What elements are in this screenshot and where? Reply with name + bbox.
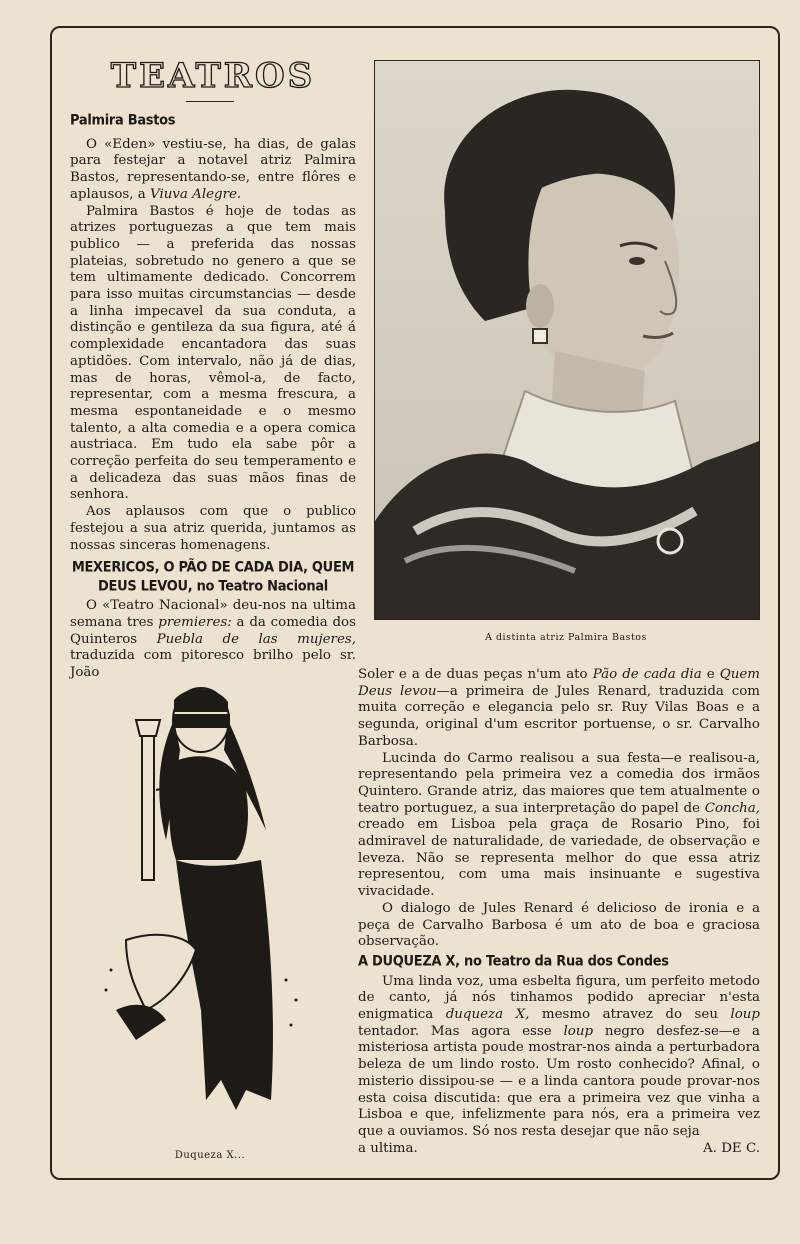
paragraph: O «Eden» vestiu-se, ha dias, de galas para festejar a notavel atriz Palmira Bastos, representando-se, entre flôres e aplausos, a Viuva Alegre. — [70, 136, 356, 202]
paragraph: Aos aplausos com que o publico festejou a sua atriz querida, juntamos as nossas sinceras homenagens. — [70, 504, 356, 553]
paragraph: Soler e a de duas peças n'um ato Pão de cada dia e Quem Deus levou—a primeira de Jules Renard, traduzida com muita correção e elegancia pelo sr. Ruy Vilas Boas e a segunda, original d'um escritor portuense, o sr. Carvalho Barbosa. — [358, 667, 761, 749]
last-line: a ultima. — [358, 1140, 418, 1156]
paragraph: O dialogo de Jules Renard é delicioso de ironia e a peça de Carvalho Barbosa é um ato de boa e graciosa observação. — [358, 900, 760, 950]
section-title-palmira: Palmira Bastos — [70, 112, 176, 129]
right-column — [358, 667, 760, 1157]
photo-caption: A distinta atriz Palmira Bastos — [485, 632, 647, 643]
paragraph: Uma linda voz, uma esbelta figura, um perfeito metodo de canto, já nós tinhamos podido apreciar n'esta enigmatica duqueza X, mesmo atravez do seu loup tentador. Mas agora esse loup negro desfez-se—e a misteriosa artista poude mostrar-nos ainda a perturbadora beleza de um lindo rosto. Um rosto conhecido? Afinal, o misterio dissipou-se — e a linda cantora poude provar-nos esta coisa discutida: que era a primeira vez que vinha a Lisboa e que, infelizmente para nós, era a primeira vez que a ouviamos. Só nos resta desejar que não seja — [358, 973, 760, 1139]
closing-line — [358, 1141, 760, 1158]
paragraph: Palmira Bastos é hoje de todas as atrizes portuguezas a que tem mais publico — a preferida das nossas plateias, sobretudo no genero a que se tem ultimamente dedicado. Concorrem para isso muitas circumstancias — desde a linha impecavel da sua conduta, a distinção e gentileza da sua figura, até á complexidade encantadora das suas aptidões. Com intervalo, não já de dias, mas de horas, vêmol-a, de facto, representar, com a mesma frescura, a mesma espontaneidade e o mesmo talento, a alta comedia e a opera comica austriaca. Em tudo ela sabe pôr a correção perfeita do seu temperamento e a delicadeza das suas mãos finas de senhora. — [70, 203, 356, 503]
left-column — [70, 112, 356, 682]
paragraph: O «Teatro Nacional» deu-nos na ultima semana tres premieres: a da comedia dos Quinteros Puebla de las mujeres, traduzida com pitoresco brilho pelo sr. João — [70, 598, 356, 681]
masthead-title: TEATROS — [110, 56, 316, 96]
paragraph: Lucinda do Carmo realisou a sua festa—e realisou-a, representando pela primeira vez a comedia dos irmãos Quintero. Grande atriz, das maiores que tem atualmente o teatro portuguez, a sua interpretação do papel de Concha, creado em Lisboa pela graça de Rosario Pino, foi admiravel de naturalidade, de variedade, de observação e leveza. Não se representa melhor do que essa atriz representou, com uma mais insinuante e sugestiva vivacidade. — [358, 750, 760, 900]
portrait-photo — [374, 60, 760, 620]
author-signature: A. DE C. — [703, 1140, 760, 1156]
title-divider — [186, 101, 234, 102]
section-title-nacional: MEXERICOS, O PÃO DE CADA DIA, QUEM DEUS LEVOU, no Teatro Nacional — [71, 559, 355, 596]
duqueza-illustration — [96, 680, 316, 1120]
section-title-duqueza: A DUQUEZA X, no Teatro da Rua dos Condes — [358, 952, 669, 970]
illustration-caption: Duqueza X... — [174, 1150, 246, 1161]
dancer-drawing — [96, 680, 316, 1120]
portrait-illustration — [375, 61, 759, 619]
